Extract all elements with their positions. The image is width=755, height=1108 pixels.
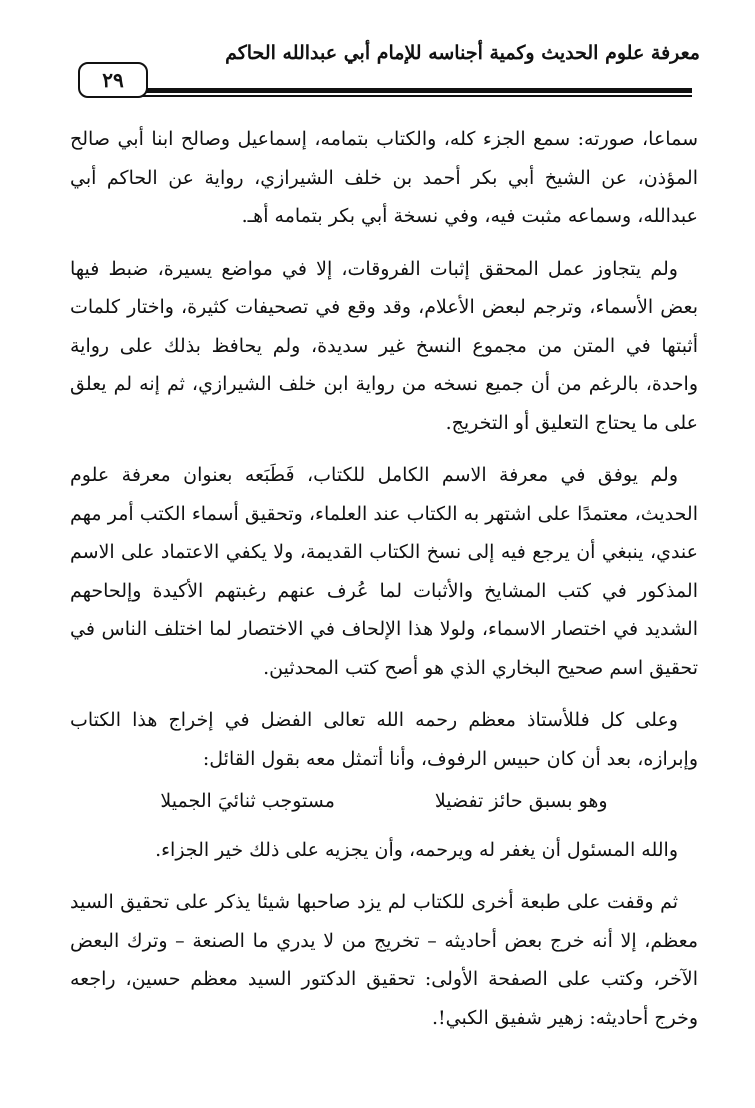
page-body bbox=[70, 120, 698, 1051]
paragraph: والله المسئول أن يغفر له ويرحمه، وأن يجزيه على ذلك خير الجزاء. bbox=[155, 838, 678, 861]
paragraph: ولم يوفق في معرفة الاسم الكامل للكتاب، فَطَبَعه بعنوان معرفة علوم الحديث، معتمدًا على اشتهر به الكتاب عند العلماء، وتحقيق أسماء الكتب أمر مهم عندي، ينبغي أن يرجع فيه إلى نسخ الكتاب القديمة، ولا يكفي الاعتماد على الاسم المذكور في كتب المشايخ والأثبات لما عُرف عنهم رغبتهم الأكيدة وإلحاحهم الشديد في اختصار الاسماء، ولولا هذا الإلحاف في الاختصار لما اختلف الناس في تحقيق اسم صحيح البخاري الذي هو أصح كتب المحدثين. bbox=[70, 464, 698, 679]
header-title: معرفة علوم الحديث وكمية أجناسه للإمام أبي عبدالله الحاكم bbox=[225, 42, 700, 64]
paragraph: ولم يتجاوز عمل المحقق إثبات الفروقات، إلا في مواضع يسيرة، ضبط فيها بعض الأسماء، وترجم لبعض الأعلام، وقد وقع في تصحيفات كثيرة، واختار كلمات أثبتها في المتن من مجموع النسخ غير سديدة، ولم يحافظ بذلك على رواية واحدة، بالرغم من أن جميع نسخه من رواية ابن خلف الشيرازي، ثم إنه لم يعلق على ما يحتاج التعليق أو التخريج. bbox=[70, 257, 698, 434]
paragraph: سماعا، صورته: سمع الجزء كله، والكتاب بتمامه، إسماعيل وصالح ابنا أبي صالح المؤذن، عن الشيخ أبي بكر أحمد بن خلف الشيرازي، رواية عن الحاكم أبي عبدالله، وسماعه مثبت فيه، وفي نسخة أبي بكر بتمامه أهـ. bbox=[70, 128, 698, 227]
verse-left-hemistich: مستوجب ثنائيَ الجميلا bbox=[160, 790, 335, 812]
header-rule-thick bbox=[140, 88, 692, 93]
poetry-verse bbox=[70, 782, 698, 821]
paragraph: ثم وقفت على طبعة أخرى للكتاب لم يزد صاحبها شيئا يذكر على تحقيق السيد معظم، إلا أنه خرج بعض أحاديثه – تخريج من لا يدري ما الصنعة – وترك البعض الآخر، وكتب على الصفحة الأولى: تحقيق الدكتور السيد معظم حسين، راجعه وخرج أحاديثه: زهير شفيق الكبي!. bbox=[70, 891, 698, 1029]
page-number: ٢٩ bbox=[78, 62, 148, 98]
verse-right-hemistich: وهو بسبق حائز تفضيلا bbox=[434, 790, 608, 812]
paragraph: وعلى كل فللأستاذ معظم رحمه الله تعالى الفضل في إخراج هذا الكتاب وإبرازه، بعد أن كان حبيس الرفوف، وأنا أتمثل معه بقول القائل: bbox=[70, 709, 698, 770]
header-rule-thin bbox=[140, 95, 692, 97]
